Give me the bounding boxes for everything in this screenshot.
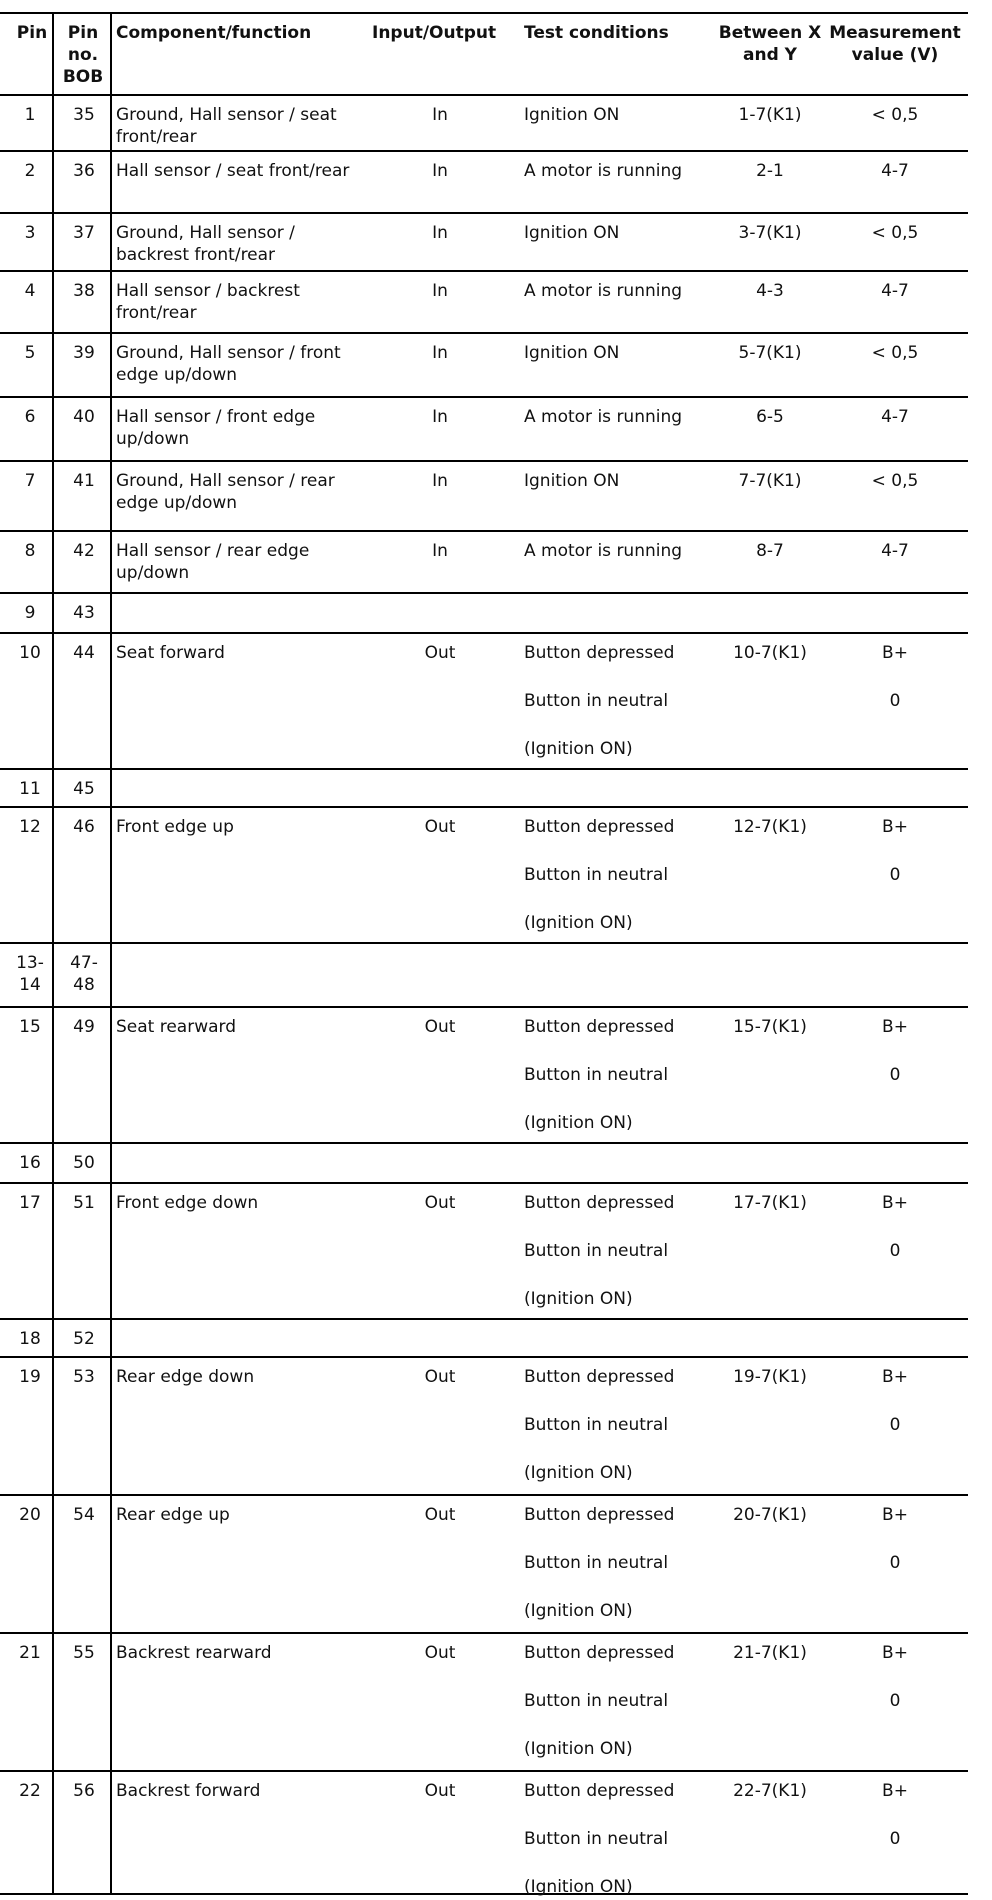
cell-pin-bob: 47- 48 — [70, 953, 98, 995]
row-divider — [0, 768, 968, 770]
cell-pin: 21 — [19, 1643, 41, 1663]
cell-test-condition: (Ignition ON) — [524, 1877, 633, 1897]
cell-io: In — [432, 281, 448, 301]
cell-pin: 9 — [24, 603, 36, 623]
cell-between: 12-7(K1) — [733, 817, 807, 837]
cell-test-condition: A motor is running — [524, 161, 683, 181]
cell-pin-bob: 35 — [73, 105, 95, 125]
cell-pin-bob: 46 — [73, 817, 95, 837]
cell-component: Front edge down — [116, 1193, 259, 1213]
cell-pin: 10 — [19, 643, 41, 663]
cell-pin-bob: 36 — [73, 161, 95, 181]
cell-component: Hall sensor / rear edge up/down — [116, 541, 310, 583]
row-divider — [0, 1318, 968, 1320]
row-divider — [0, 1182, 968, 1184]
cell-pin-bob: 49 — [73, 1017, 95, 1037]
cell-test-condition: A motor is running — [524, 407, 683, 427]
cell-between: 5-7(K1) — [738, 343, 802, 363]
cell-io: In — [432, 407, 448, 427]
row-divider — [0, 396, 968, 398]
cell-test-condition: Button in neutral — [524, 1241, 669, 1261]
cell-test-condition: Button depressed — [524, 1781, 675, 1801]
row-divider — [0, 530, 968, 532]
cell-test-condition: Ignition ON — [524, 471, 620, 491]
cell-between: 1-7(K1) — [738, 105, 802, 125]
cell-pin-bob: 41 — [73, 471, 95, 491]
cell-pin: 3 — [24, 223, 36, 243]
cell-io: Out — [424, 1643, 456, 1663]
row-divider — [0, 1142, 968, 1144]
cell-test-condition: Button in neutral — [524, 1415, 669, 1435]
cell-between: 4-3 — [756, 281, 784, 301]
cell-pin-bob: 51 — [73, 1193, 95, 1213]
header-pin: Pin — [16, 23, 48, 43]
cell-measurement: 4-7 — [881, 161, 909, 181]
cell-test-condition: Button depressed — [524, 1193, 675, 1213]
cell-measurement: 4-7 — [881, 541, 909, 561]
cell-test-condition: A motor is running — [524, 541, 683, 561]
cell-test-condition: Button in neutral — [524, 1829, 669, 1849]
cell-pin-bob: 37 — [73, 223, 95, 243]
cell-test-condition: Button depressed — [524, 643, 675, 663]
cell-test-condition: Ignition ON — [524, 105, 620, 125]
row-divider — [0, 806, 968, 808]
cell-pin-bob: 42 — [73, 541, 95, 561]
cell-pin-bob: 54 — [73, 1505, 95, 1525]
cell-io: Out — [424, 1193, 456, 1213]
cell-component: Backrest forward — [116, 1781, 261, 1801]
cell-test-condition: Button depressed — [524, 1505, 675, 1525]
row-divider — [0, 1770, 968, 1772]
cell-pin: 2 — [24, 161, 36, 181]
cell-pin: 4 — [24, 281, 36, 301]
cell-test-condition: Button in neutral — [524, 691, 669, 711]
row-divider — [0, 1632, 968, 1634]
cell-component: Hall sensor / front edge up/down — [116, 407, 316, 449]
row-divider — [0, 1893, 968, 1895]
cell-component: Front edge up — [116, 817, 234, 837]
cell-pin-bob: 50 — [73, 1153, 95, 1173]
cell-test-condition: Button depressed — [524, 1367, 675, 1387]
cell-test-condition: (Ignition ON) — [524, 1289, 633, 1309]
cell-measurement: < 0,5 — [871, 105, 919, 125]
cell-measurement: B+ — [882, 1367, 908, 1387]
cell-test-condition: Button depressed — [524, 817, 675, 837]
cell-test-condition: Ignition ON — [524, 343, 620, 363]
cell-io: Out — [424, 1505, 456, 1525]
cell-between: 10-7(K1) — [733, 643, 807, 663]
cell-measurement: 4-7 — [881, 281, 909, 301]
cell-component: Ground, Hall sensor / seat front/rear — [116, 105, 337, 147]
row-divider — [0, 1494, 968, 1496]
header-pin-bob: Pin no. BOB — [62, 23, 104, 87]
cell-test-condition: Ignition ON — [524, 223, 620, 243]
cell-io: In — [432, 161, 448, 181]
cell-test-condition: Button in neutral — [524, 1065, 669, 1085]
cell-component: Hall sensor / backrest front/rear — [116, 281, 300, 323]
cell-component: Seat forward — [116, 643, 225, 663]
cell-pin-bob: 45 — [73, 779, 95, 799]
cell-component: Ground, Hall sensor / front edge up/down — [116, 343, 341, 385]
cell-measurement: 0 — [889, 1829, 901, 1849]
cell-between: 8-7 — [756, 541, 784, 561]
cell-measurement: 0 — [889, 865, 901, 885]
cell-measurement: 0 — [889, 1065, 901, 1085]
row-divider — [0, 94, 968, 96]
cell-pin-bob: 53 — [73, 1367, 95, 1387]
cell-measurement: B+ — [882, 817, 908, 837]
cell-io: Out — [424, 1781, 456, 1801]
cell-io: In — [432, 105, 448, 125]
header-measurement: Measurement value (V) — [829, 23, 961, 65]
cell-measurement: 0 — [889, 1415, 901, 1435]
cell-measurement: 0 — [889, 1241, 901, 1261]
cell-between: 2-1 — [756, 161, 784, 181]
cell-measurement: < 0,5 — [871, 471, 919, 491]
cell-measurement: B+ — [882, 643, 908, 663]
cell-measurement: B+ — [882, 1505, 908, 1525]
row-divider — [0, 150, 968, 152]
cell-pin: 18 — [19, 1329, 41, 1349]
cell-test-condition: (Ignition ON) — [524, 1113, 633, 1133]
cell-test-condition: Button in neutral — [524, 1553, 669, 1573]
cell-between: 22-7(K1) — [733, 1781, 807, 1801]
cell-pin: 7 — [24, 471, 36, 491]
cell-between: 6-5 — [756, 407, 784, 427]
cell-pin: 6 — [24, 407, 36, 427]
cell-component: Seat rearward — [116, 1017, 237, 1037]
row-divider — [0, 12, 968, 14]
cell-test-condition: (Ignition ON) — [524, 739, 633, 759]
cell-test-condition: (Ignition ON) — [524, 913, 633, 933]
cell-component: Rear edge up — [116, 1505, 230, 1525]
cell-io: Out — [424, 1017, 456, 1037]
row-divider — [0, 592, 968, 594]
cell-io: Out — [424, 1367, 456, 1387]
cell-test-condition: (Ignition ON) — [524, 1463, 633, 1483]
cell-pin-bob: 55 — [73, 1643, 95, 1663]
cell-pin: 1 — [24, 105, 36, 125]
cell-component: Ground, Hall sensor / rear edge up/down — [116, 471, 335, 513]
cell-measurement: B+ — [882, 1781, 908, 1801]
cell-pin: 8 — [24, 541, 36, 561]
header-between-x-y: Between X and Y — [718, 23, 822, 65]
cell-io: Out — [424, 643, 456, 663]
cell-pin: 17 — [19, 1193, 41, 1213]
row-divider — [0, 632, 968, 634]
header-component: Component/function — [116, 23, 312, 43]
cell-io: Out — [424, 817, 456, 837]
cell-pin: 5 — [24, 343, 36, 363]
cell-measurement: B+ — [882, 1643, 908, 1663]
cell-measurement: 4-7 — [881, 407, 909, 427]
cell-pin-bob: 39 — [73, 343, 95, 363]
header-test-conditions: Test conditions — [524, 23, 669, 43]
row-divider — [0, 1006, 968, 1008]
row-divider — [0, 942, 968, 944]
cell-measurement: B+ — [882, 1193, 908, 1213]
cell-pin: 11 — [19, 779, 41, 799]
cell-pin-bob: 38 — [73, 281, 95, 301]
cell-between: 7-7(K1) — [738, 471, 802, 491]
cell-pin: 13- 14 — [16, 953, 44, 995]
cell-measurement: 0 — [889, 1553, 901, 1573]
cell-test-condition: Button in neutral — [524, 1691, 669, 1711]
cell-pin-bob: 52 — [73, 1329, 95, 1349]
cell-between: 19-7(K1) — [733, 1367, 807, 1387]
cell-io: In — [432, 541, 448, 561]
column-divider — [52, 12, 54, 1895]
cell-measurement: B+ — [882, 1017, 908, 1037]
row-divider — [0, 1356, 968, 1358]
row-divider — [0, 270, 968, 272]
cell-measurement: < 0,5 — [871, 223, 919, 243]
header-input-output: Input/Output — [372, 23, 497, 43]
row-divider — [0, 212, 968, 214]
row-divider — [0, 460, 968, 462]
cell-pin: 22 — [19, 1781, 41, 1801]
cell-pin-bob: 44 — [73, 643, 95, 663]
cell-measurement: 0 — [889, 1691, 901, 1711]
cell-component: Backrest rearward — [116, 1643, 272, 1663]
row-divider — [0, 332, 968, 334]
cell-io: In — [432, 223, 448, 243]
cell-pin-bob: 40 — [73, 407, 95, 427]
cell-measurement: < 0,5 — [871, 343, 919, 363]
cell-test-condition: Button depressed — [524, 1643, 675, 1663]
cell-pin-bob: 56 — [73, 1781, 95, 1801]
cell-test-condition: Button depressed — [524, 1017, 675, 1037]
cell-pin: 20 — [19, 1505, 41, 1525]
cell-test-condition: Button in neutral — [524, 865, 669, 885]
cell-pin: 16 — [19, 1153, 41, 1173]
cell-pin: 15 — [19, 1017, 41, 1037]
cell-between: 21-7(K1) — [733, 1643, 807, 1663]
cell-measurement: 0 — [889, 691, 901, 711]
cell-component: Ground, Hall sensor / backrest front/rear — [116, 223, 295, 265]
cell-between: 20-7(K1) — [733, 1505, 807, 1525]
cell-between: 15-7(K1) — [733, 1017, 807, 1037]
cell-test-condition: A motor is running — [524, 281, 683, 301]
cell-pin: 12 — [19, 817, 41, 837]
cell-io: In — [432, 471, 448, 491]
cell-between: 3-7(K1) — [738, 223, 802, 243]
cell-test-condition: (Ignition ON) — [524, 1739, 633, 1759]
cell-io: In — [432, 343, 448, 363]
cell-component: Hall sensor / seat front/rear — [116, 161, 350, 181]
cell-pin-bob: 43 — [73, 603, 95, 623]
cell-test-condition: (Ignition ON) — [524, 1601, 633, 1621]
cell-between: 17-7(K1) — [733, 1193, 807, 1213]
column-divider — [110, 12, 112, 1895]
cell-pin: 19 — [19, 1367, 41, 1387]
cell-component: Rear edge down — [116, 1367, 255, 1387]
